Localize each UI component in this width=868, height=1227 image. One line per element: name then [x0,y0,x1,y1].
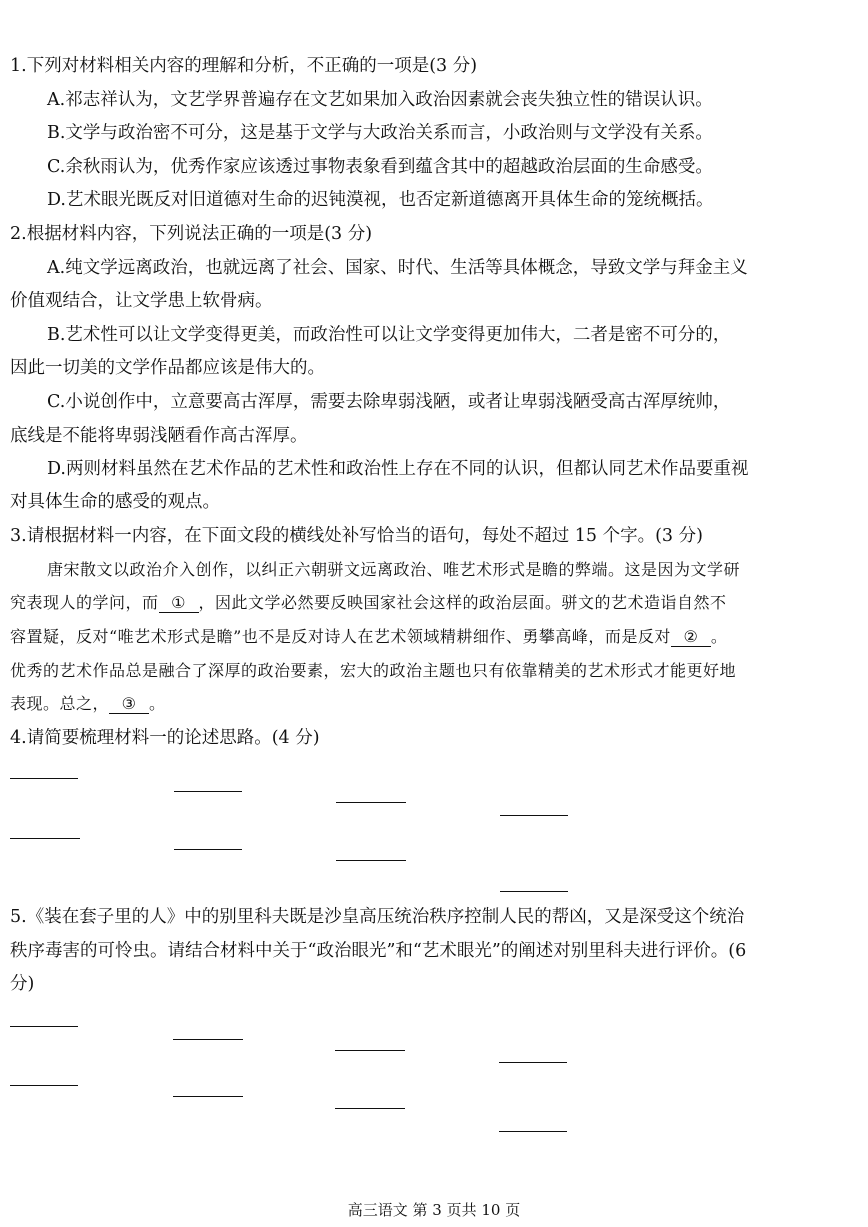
q5-stem: 5.《装在套子里的人》中的别里科夫既是沙皇高压统治秩序控制人民的帮凶，又是深受这个统治 [10,907,745,927]
q3-stem: 3.请根据材料一内容，在下面文段的横线处补写恰当的语句，每处不超过 15 个字。(3 分) [10,526,703,546]
q3-passage-text: 。 [710,627,728,646]
answer-line [174,791,242,792]
q3-passage-text: 究表现人的学问，而 [10,593,159,612]
page-footer: 高三语文 第 3 页共 10 页 [347,1201,521,1219]
q2-option-c: C.小说创作中，立意要高古浑厚，需要去除卑弱浅陋，或者让卑弱浅陋受高古浑厚统帅， [47,392,731,412]
q2-option-b: B.艺术性可以让文学变得更美，而政治性可以让文学变得更加伟大，二者是密不可分的， [47,325,731,345]
q2-option-a-cont: 价值观结合，让文学患上软骨病。 [10,291,273,311]
answer-line [336,860,406,861]
answer-line [10,778,78,779]
q2-option-d-cont: 对具体生命的感受的观点。 [10,492,220,512]
answer-blank-1[interactable]: ① [159,594,199,613]
q1-option-a: A.祁志祥认为，文艺学界普遍存在文艺如果加入政治因素就会丧失独立性的错误认识。 [47,90,713,110]
q1-stem: 1.下列对材料相关内容的理解和分析，不正确的一项是(3 分) [10,56,478,76]
answer-line [173,1039,243,1040]
answer-line [335,1108,405,1109]
q5-stem-cont: 秩序毒害的可怜虫。请结合材料中关于“政治眼光”和“艺术眼光”的阐述对别里科夫进行评价。(6 [10,941,747,961]
q5-stem-end: 分) [10,974,35,994]
answer-line [173,1096,243,1097]
answer-line [10,1085,78,1086]
q3-passage-line-1: 唐宋散文以政治介入创作，以纠正六朝骈文远离政治、唯艺术形式是瞻的弊端。这是因为文学研 [47,560,741,579]
q3-passage-text: 容置疑，反对“唯艺术形式是瞻”也不是反对诗人在艺术领域精耕细作、勇攀高峰，而是反对 [10,627,671,646]
q3-passage-text: 。 [149,694,166,713]
answer-blank-3[interactable]: ③ [109,695,149,714]
q3-passage-line-3 [10,625,850,649]
answer-line [499,1062,567,1063]
answer-line [335,1050,405,1051]
answer-line [174,849,242,850]
q1-option-b: B.文学与政治密不可分，这是基于文学与大政治关系而言，小政治则与文学没有关系。 [47,123,713,143]
q3-passage-line-5 [10,692,850,716]
answer-line [500,815,568,816]
answer-line [500,891,568,892]
q2-option-c-cont: 底线是不能将卑弱浅陋看作高古浑厚。 [10,426,308,446]
q3-passage-text: 表现。总之， [10,694,110,713]
q3-passage-line-2 [10,591,850,615]
answer-line [10,838,80,839]
q2-option-a: A.纯文学远离政治，也就远离了社会、国家、时代、生活等具体概念，导致文学与拜金主义 [47,258,748,278]
q1-option-c: C.余秋雨认为，优秀作家应该透过事物表象看到蕴含其中的超越政治层面的生命感受。 [47,157,713,177]
q2-stem: 2.根据材料内容，下列说法正确的一项是(3 分) [10,224,373,244]
answer-line [10,1026,78,1027]
answer-blank-2[interactable]: ② [671,628,711,647]
q3-passage-line-4: 优秀的艺术作品总是融合了深厚的政治要素，宏大的政治主题也只有依靠精美的艺术形式才能更好地 [10,661,737,680]
answer-line [499,1131,567,1132]
q3-passage-text: ，因此文学必然要反映国家社会这样的政治层面。骈文的艺术造诣自然不 [198,593,727,612]
q2-option-d: D.两则材料虽然在艺术作品的艺术性和政治性上存在不同的认识，但都认同艺术作品要重视 [47,459,749,479]
q4-stem: 4.请简要梳理材料一的论述思路。(4 分) [10,728,320,748]
answer-line [336,802,406,803]
q1-option-d: D.艺术眼光既反对旧道德对生命的迟钝漠视，也否定新道德离开具体生命的笼统概括。 [47,190,714,210]
q2-option-b-cont: 因此一切美的文学作品都应该是伟大的。 [10,358,325,378]
